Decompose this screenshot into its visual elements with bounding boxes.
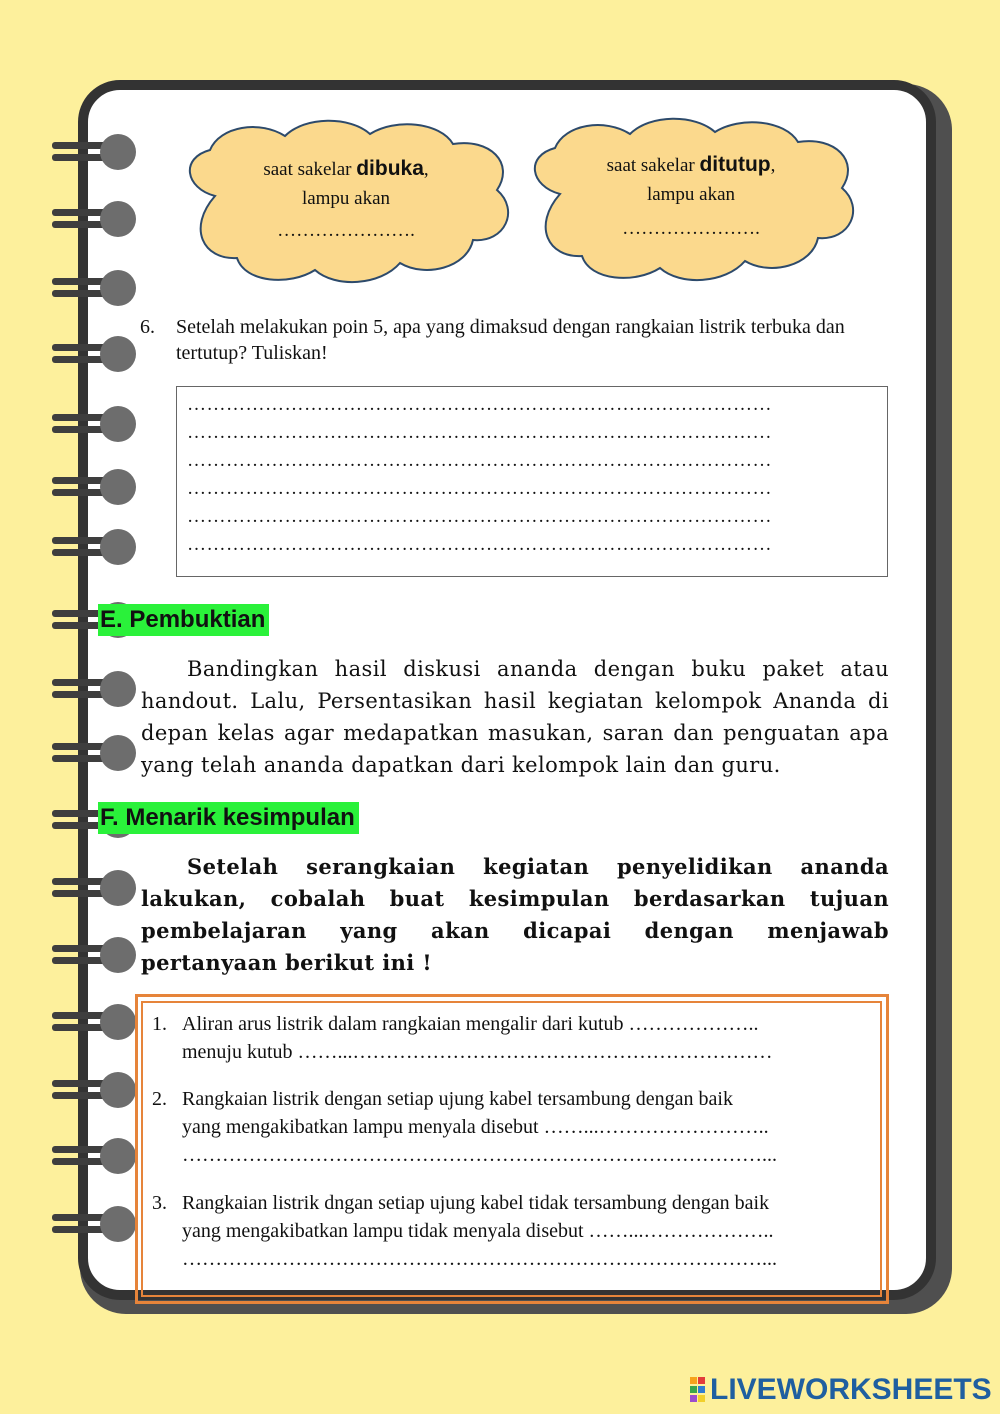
thought-cloud-open — [175, 118, 517, 288]
spiral-ring — [52, 527, 136, 567]
spiral-ring — [52, 199, 136, 239]
spiral-ring — [52, 669, 136, 709]
spiral-ring — [52, 467, 136, 507]
question-number: 1. — [152, 1013, 167, 1035]
question-line[interactable]: menuju kutub ……...……………………………………………………… — [182, 1041, 773, 1063]
spiral-ring — [52, 404, 136, 444]
spiral-ring — [52, 1070, 136, 1110]
kesimpulan-paragraph: Setelah serangkaian kegiatan penyelidikan ananda lakukan, cobalah buat kesimpulan berdasarkan tujuan pembelajaran yang akan dicapai dengan menjawab pertanyaan berikut ini ! — [141, 854, 889, 975]
answer-line[interactable]: ……………………………………………………………………………… — [187, 394, 772, 415]
answer-line[interactable]: ……………………………………………………………………………… — [187, 478, 772, 499]
liveworksheets-brand[interactable] — [690, 1372, 992, 1408]
spiral-ring — [52, 132, 136, 172]
answer-line[interactable]: ……………………………………………………………………………… — [187, 534, 772, 555]
question-line: Rangkaian listrik dengan setiap ujung kabel tersambung dengan baik — [182, 1088, 733, 1110]
answer-line[interactable]: ……………………………………………………………………………… — [187, 506, 772, 527]
section-heading-pembuktian: E. Pembuktian — [98, 604, 269, 636]
spiral-ring — [52, 733, 136, 773]
thought-cloud-closed — [520, 116, 862, 288]
cloud-label-line2: lampu akan — [646, 184, 736, 205]
spiral-ring — [52, 334, 136, 374]
brand-name: LIVEWORKSHEETS — [710, 1373, 992, 1406]
liveworksheets-logo-icon — [690, 1375, 706, 1405]
spiral-ring — [52, 868, 136, 908]
cloud-answer-blank[interactable]: …………………. — [622, 218, 760, 239]
cloud-label-line2: lampu akan — [301, 188, 391, 209]
answer-line[interactable]: ……………………………………………………………………………… — [187, 450, 772, 471]
spiral-ring — [52, 935, 136, 975]
answer-box[interactable] — [176, 386, 888, 577]
question-number: 2. — [152, 1088, 167, 1110]
section-heading-kesimpulan: F. Menarik kesimpulan — [98, 802, 359, 834]
question-line[interactable]: ……………………………………………………………………………... — [182, 1248, 777, 1270]
question-number: 6. — [140, 316, 155, 338]
spiral-ring — [52, 1002, 136, 1042]
question-line[interactable]: yang mengakibatkan lampu tidak menyala disebut ……...……………….. — [182, 1220, 774, 1242]
question-text: Setelah melakukan poin 5, apa yang dimaksud dengan rangkaian listrik terbuka dan tertutup? Tuliskan! — [176, 316, 845, 364]
cloud-answer-blank[interactable]: …………………. — [277, 220, 415, 241]
cloud-label-line1: saat sakelar dibuka, — [263, 157, 429, 180]
answer-line[interactable]: ……………………………………………………………………………… — [187, 422, 772, 443]
question-number: 3. — [152, 1192, 167, 1214]
spiral-ring — [52, 1136, 136, 1176]
cloud-label-line1: saat sakelar ditutup, — [606, 153, 776, 176]
question-line[interactable]: yang mengakibatkan lampu menyala disebut ……...…………………….. — [182, 1116, 769, 1138]
question-line[interactable]: Aliran arus listrik dalam rangkaian mengalir dari kutub ……………….. — [182, 1013, 759, 1035]
question-line[interactable]: ……………………………………………………………………………... — [182, 1144, 777, 1166]
pembuktian-paragraph: Bandingkan hasil diskusi ananda dengan buku paket atau handout. Lalu, Persentasikan hasil kegiatan kelompok Ananda di depan kelas agar medapatkan masukan, saran dan penguatan apa yang telah ananda dapatkan dari kelompok lain dan guru. — [141, 657, 889, 777]
question-line: Rangkaian listrik dngan setiap ujung kabel tidak tersambung dengan baik — [182, 1192, 770, 1214]
spiral-ring — [52, 1204, 136, 1244]
spiral-ring — [52, 268, 136, 308]
